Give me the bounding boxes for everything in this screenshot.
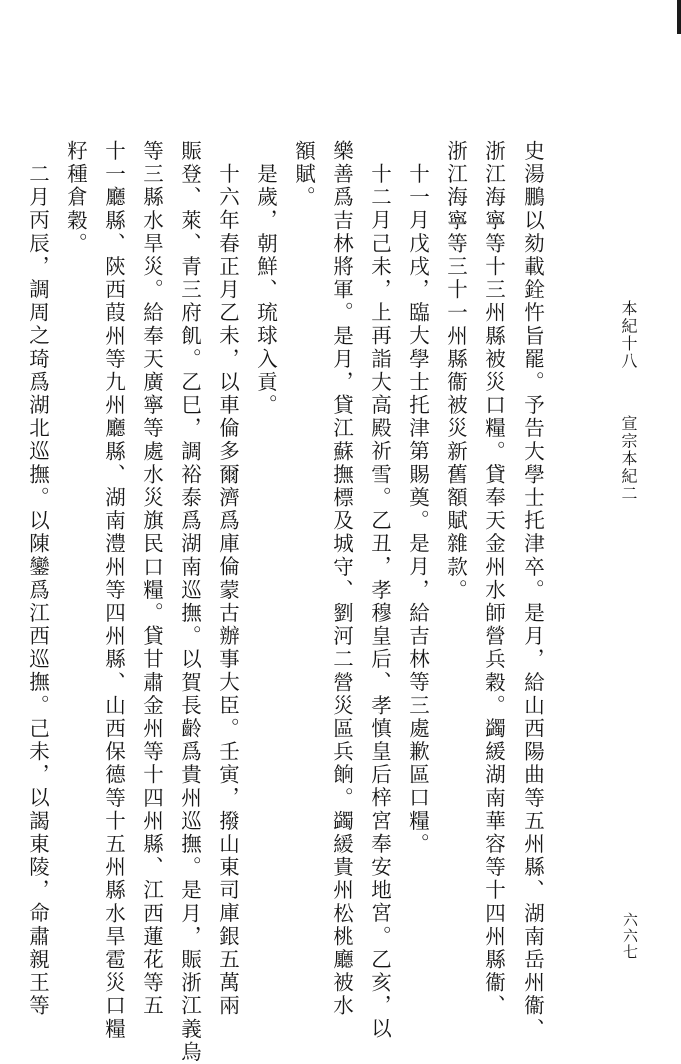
- text-column-1: 史湯鵬以劾載銓忤旨罷。予告大學士托津卒。是月，給山西陽曲等五州縣、湖南岳州衞、: [520, 140, 545, 1041]
- text-column-8: 是歲，朝鮮、琉球入貢。: [253, 163, 278, 418]
- text-column-11: 等三縣水旱災。給奉天廣寧等處水災旗民口糧。貸甘肅金州等十四州縣、江西蓮花等五: [139, 140, 164, 1018]
- text-column-5: 十二月己未，上再詣大高殿祈雪。乙丑，孝穆皇后、孝慎皇后梓宮奉安地宮。乙亥，以: [367, 163, 392, 1041]
- text-column-6: 樂善爲吉林將軍。是月，貸江蘇撫標及城守、劉河二營災區兵餉。蠲緩貴州松桃廳被水: [329, 140, 354, 1018]
- text-column-9: 十六年春正月乙未，以車倫多爾濟爲庫倫蒙古辦事大臣。壬寅，撥山東司庫銀五萬兩: [215, 163, 240, 1018]
- text-column-7: 額賦。: [291, 140, 316, 210]
- page-edge-mark: [677, 0, 681, 34]
- text-column-4: 十一月戊戌，臨大學士托津第賜奠。是月，給吉林等三處歉區口糧。: [405, 163, 430, 856]
- text-column-2: 浙江海寧等十三州縣被災口糧。貸奉天金州水師營兵穀。蠲緩湖南華容等十四州縣衞、: [481, 140, 506, 1018]
- text-column-10: 賑登、萊、青三府飢。乙巳，調裕泰爲湖南巡撫。以賀長齡爲貴州巡撫。是月，賑浙江義烏: [177, 140, 202, 1064]
- chapter-header: 宣宗本紀二: [619, 415, 638, 503]
- page-number: 六六七: [621, 912, 639, 960]
- text-column-14: 二月丙辰，調周之琦爲湖北巡撫。以陳鑾爲江西巡撫。己未，以謁東陵，命肅親王等: [25, 163, 50, 1018]
- text-column-13: 籽種倉穀。: [63, 140, 88, 256]
- text-column-12: 十一廳縣、陝西葭州等九州廳縣、湖南澧州等四州縣、山西保德等十五州縣水旱雹災口糧: [101, 140, 126, 1041]
- text-column-3: 浙江海寧等三十一州縣衞被災新舊額賦雜款。: [443, 140, 468, 602]
- section-header: 本紀十八: [619, 300, 638, 370]
